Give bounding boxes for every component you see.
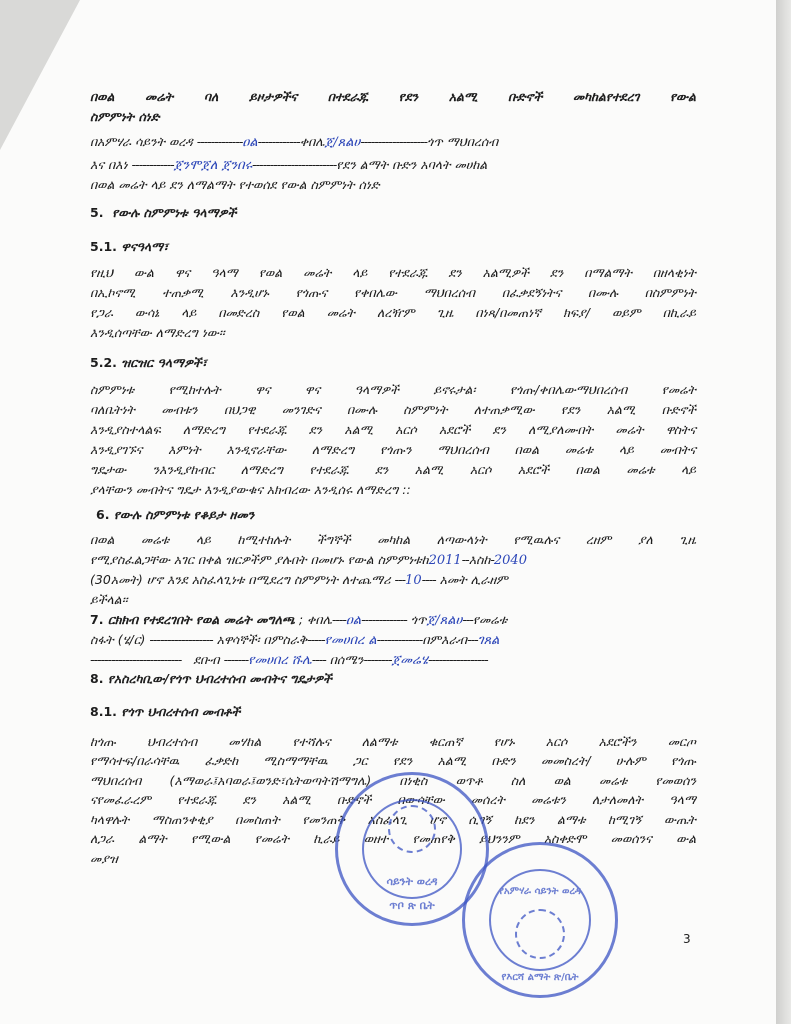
group-label: እና በእነ (90, 157, 128, 172)
south-label: ደቡብ (193, 652, 220, 667)
section-5-1-heading (90, 238, 168, 256)
heading-text: ዝርዝር ዓላማዎች፣ (121, 355, 207, 370)
section-8-1-heading (90, 703, 240, 721)
section-number: 7. (90, 612, 104, 627)
doc-title-line-1: በወል መሬት ባለ ይዞታዎችና በተደራጁ የደን አልሚ ቡድኖች መካከልየተደረገ የውል (90, 89, 696, 104)
section-8-heading (90, 670, 332, 688)
south-handwritten: የመሀበረ ሹሌ (248, 653, 312, 668)
section-7-line-2: ስፋት (ሄ/ር) ------------------ አዋሳኞች፡ በምስራቅ-----የመሀበረ ል-------------በምእራብ---ገጸል (90, 632, 500, 648)
paragraph-line: ናየመፈራረም የተደራጁ ደን አልሚ ቡድኖች በውሳቸው መሰረት መሬቱን ለታለመለት ዓላማ (90, 792, 696, 807)
folded-corner (0, 0, 80, 150)
doc-title-line-2: ስምምነት ሰነድ (90, 109, 160, 124)
extension-years-handwritten: 10 (405, 573, 422, 588)
paragraph-line: የጋራ ውሳኔ ላይ በመድረስ የወል መሬት ለረዥም ጊዜ በነጻ/በመጠነኛ ክፍያ/ ወይም በኪራይ (90, 305, 696, 320)
paragraph-line: ለጋራ ልማት የሚውል የመሬት ኪራይ ወዘተ የመጠየቅ ይህንንም አስቀድሞ መወሰንና ውል (90, 831, 696, 846)
paragraph-line: የሚያስፈልጋቸው አገር በቀል ዝርዎችም ያሉበት በመሆኑ የውል ስምምነቱከ2011--እስከ-2040 (90, 552, 527, 568)
intro-line-1: በአምሃራ ሳይንት ወረዳ -------------ዐል------------ቀበሌጀ/ጸልሀ-------------------ጎጥ ማህበረሰብ (90, 134, 499, 150)
heading-text: የውሉ ስምምነቱ ዓላማዎች (112, 205, 237, 220)
page-number: 3 (683, 932, 691, 946)
paragraph-line: ግዴታው ንእንዲያከብር ለማድረግ የተደራጁ ደን አልሚ አርሶ አደሮች በወል መሬቱ ላይ (90, 462, 696, 477)
heading-text: የአስረካቢው/የጎጥ ህብረተሰብ መብትና ግዴታዎች (107, 671, 332, 686)
heading-text: ዋናዓላማ፣ (121, 239, 169, 254)
start-year-handwritten: 2011 (428, 553, 462, 568)
paragraph-line: ስምምነቱ የሚከተሉት ዋና ዋና ዓላማዎች ይኖሩታል፡ የጎጡ/ቀበሌውማህበረሰብ የመሬት (90, 382, 696, 397)
stamp-text: የእርሻ ልማት ጽ/ቤት (501, 972, 579, 983)
section-6-heading (96, 506, 254, 524)
kebele-label: ቀበሌ (307, 612, 332, 627)
group-members-label: የደን ልማት ቡድን አባላት መሀከል (336, 157, 488, 172)
intro-line-2: እና በእነ ------------ጀንሞጀለ ጀንበሩ------------------------የደን ልማት ቡድን አባላት መሀከል (90, 157, 488, 173)
text: (30አመት) ሆኖ እንደ አስፈላጊነቱ በሚደረግ ስምምነት ለተጨማሪ (90, 572, 391, 587)
got-handwritten: ጀ/ጸልሀ (426, 613, 463, 628)
section-7-line-3: -------------------------- ደቡብ -------የመሀበረ ሹሌ---- በሰሜን--------ጀመሬሄ----------------- (90, 652, 488, 668)
west-label: በምእራብ (422, 632, 468, 647)
text: እስከ (468, 552, 491, 567)
section-7-line-1: 7. ርክክብ የተደረገበት የወል መሬት መግለጫ ; ቀበሌ----ዐል------------- ጎጥጀ/ጸልሀ---የመሬቱ (90, 612, 508, 628)
section-number: 6. (96, 507, 110, 522)
north-label: በሰሜን (329, 652, 364, 667)
woreda-label: በአምሃራ ሳይንት ወረዳ (90, 134, 193, 149)
section-number: 5.2. (90, 355, 117, 370)
got-label: ጎጥ ማህበረሰብ (427, 134, 499, 149)
paragraph-line: በኢኮኖሚ ተጠቃሚ እንዲሆኑ የጎጡና የቀበሌው ማህበረሰብ በፈቃደኝነትና በሙሉ በስምምነት (90, 285, 696, 300)
section-5-heading (90, 204, 236, 222)
stamp-text: ጥቦ ጽ ቤት (389, 899, 435, 912)
section-number: 5.1. (90, 239, 117, 254)
stamp-text: የአምሃራ ሳይንት ወረዳ (499, 886, 581, 897)
land-label: የመሬቱ (472, 612, 508, 627)
paragraph-line: እንዲያስተላልፍ ለማድረግ የተደራጁ ደን አልሚ አርሶ አደሮች ደን ለሚያለሙበት መሬት ዋስትና (90, 422, 696, 437)
paragraph-line: ያላቸውን መብትና ግዴታ እንዲያውቁና አክብረው እንዲሰሩ ለማድረግ :: (90, 482, 411, 497)
separator: ; (298, 612, 304, 627)
woreda-handwritten: ዐል (242, 135, 258, 150)
neighbors-label: አዋሳኞች፡ (216, 632, 260, 647)
north-handwritten: ጀመሬሄ (391, 653, 428, 668)
kebele-handwritten: ዐል (345, 613, 362, 628)
scan-edge (776, 0, 791, 1024)
paragraph-line: የዚህ ውል ዋና ዓላማ የወል መሬት ላይ የተደራጁ ደን አልሚዎች ደን በማልማት በዘላቂነት (90, 265, 696, 280)
heading-text: ርክክብ የተደረገበት የወል መሬት መግለጫ (107, 612, 295, 627)
official-stamp (462, 842, 618, 998)
paragraph-line: (30አመት) ሆኖ እንደ አስፈላጊነቱ በሚደረግ ስምምነት ለተጨማሪ ---10---- አመት ሊራዘም (90, 572, 508, 588)
paragraph-line: ከጎጡ ህብረተሰብ መሃከል የተሻሉና ለልማቱ ቁርጠኛ የሆኑ አርሶ አደሮችን መርጦ (90, 734, 696, 749)
west-handwritten: ገጸል (477, 633, 500, 648)
paragraph-line: መያዝ (90, 851, 118, 866)
east-handwritten: የመሀበረ ል (324, 633, 377, 648)
east-label: በምስራቅ (263, 632, 308, 647)
section-number: 8. (90, 671, 104, 686)
section-number: 8.1. (90, 704, 117, 719)
group-name-handwritten: ጀንሞጀለ ጀንበሩ (173, 158, 253, 173)
paragraph-line: ባለቤትነት መብቱን በህጋዊ መንገድና በሙሉ ስምምነት ለተጠቃሚው የደን አልሚ ቡድኖች (90, 402, 696, 417)
section-number: 5. (90, 205, 104, 220)
stamp-text: ሳይንት ወረዳ (386, 875, 438, 888)
end-year-handwritten: 2040 (493, 553, 527, 568)
paragraph-line: እንዲያገኙና እምነት እንዲኖራቸው ለማድረግ የጎጡን ማህበረሰብ በወል መሬቱ ላይ መብትና (90, 442, 696, 457)
text: አመት ሊራዘም (439, 572, 508, 587)
section-5-2-heading (90, 354, 207, 372)
kebele-label: ቀበሌ (299, 134, 325, 149)
paragraph-line: የማሳተፍ/በራሳቸዉ ፈቃድከ ሚስማማቸዉ ጋር የደን አልሚ ቡድን መመስረት/ ሁሉም የጎጡ (90, 753, 696, 768)
paragraph-line: በወል መሬቱ ላይ ከሚተከሉት ችግኞች መካከል ለጣውላነት የሚዉሉና ረዘም ያለ ጊዜ (90, 532, 696, 547)
heading-text: የውሉ ስምምነቱ የቆይታ ዘመን (113, 507, 255, 522)
area-label: ስፋት (ሄ/ር) (90, 632, 146, 647)
heading-text: የጎጥ ህብረተሰብ መብቶች (121, 704, 241, 719)
paragraph-line: ካላዋሉት ማስጠንቀቂያ በመስጠት የመንጠቅ አስፈላጊ ሆኖ ሲገኝ ከደን ልማቱ ከሚገኝ ውጤት (90, 812, 696, 827)
intro-line-3: በወል መሬት ላይ ደን ለማልማት የተወሰደ የውል ስምምነት ሰነድ (90, 177, 380, 192)
paragraph-line: ማህበረሰብ (እማወራ፤አባወራ፤ወንድ፣ሴትወጣትሽማግሌ) በነቂስ ወጥቶ ስለ ወል መሬቱ የመወሰን (90, 773, 696, 788)
kebele-handwritten: ጀ/ጸልሀ (324, 135, 361, 150)
text: የሚያስፈልጋቸው አገር በቀል ዝርዎችም ያሉበት በመሆኑ የውል ስምምነቱከ (90, 552, 429, 567)
got-label: ጎጥ (410, 612, 427, 627)
paragraph-line: እንዲሰጣቸው ለማድረግ ነው፡፡ (90, 325, 225, 340)
paragraph-line: ይችላል፡፡ (90, 592, 128, 607)
